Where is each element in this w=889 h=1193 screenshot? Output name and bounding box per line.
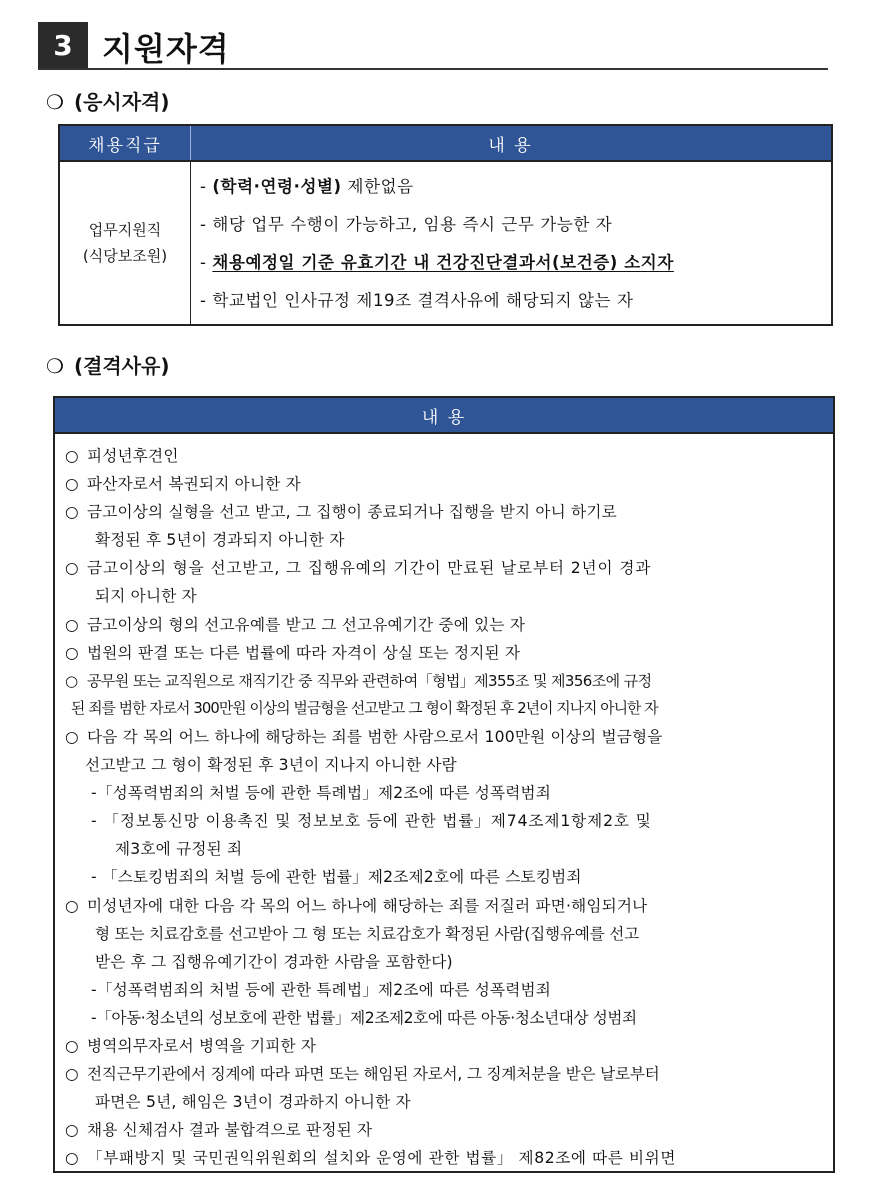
line-prefix: - xyxy=(200,177,213,196)
position-name: 업무지원직 xyxy=(88,221,162,239)
list-item: ○ 공무원 또는 교직원으로 재직기간 중 직무와 관련하여「형법」제355조 및 제356조에 규정 xyxy=(65,667,823,695)
list-item: ○ 금고이상의 실형을 선고 받고, 그 집행이 종료되거나 집행을 받지 아니 하기로 xyxy=(65,498,823,526)
list-item-continuation: 받은 후 그 집행유예기간이 경과한 사람을 포함한다) xyxy=(95,952,453,971)
disqualification-subtitle-text: (결격사유) xyxy=(73,354,170,378)
header-position: 채용직급 xyxy=(60,126,191,160)
list-item: ○ 다음 각 목의 어느 하나에 해당하는 죄를 범한 사람으로서 100만원 이상의 벌금형을 xyxy=(65,723,823,751)
sub-item-continuation: 제3호에 규정된 죄 xyxy=(115,840,243,859)
line-bold: (학력·연령·성별) xyxy=(212,177,342,196)
list-item: ○ 피성년후견인 xyxy=(65,442,823,470)
sub-item: - 「스토킹범죄의 처벌 등에 관한 법률」제2조제2호에 따른 스토킹범죄 xyxy=(91,868,582,887)
list-item: ○ 법원의 판결 또는 다른 법률에 따라 자격이 상실 또는 정지된 자 xyxy=(65,639,823,667)
circle-bullet-icon: ❍ xyxy=(46,90,64,114)
disqualification-table xyxy=(53,396,835,1173)
list-item: ○ 파산자로서 복권되지 아니한 자 xyxy=(65,470,823,498)
qualification-subtitle xyxy=(46,86,170,115)
list-item: ○ 병역의무자로서 병역을 기피한 자 xyxy=(65,1032,823,1060)
list-item: ○ 전직근무기관에서 징계에 따라 파면 또는 해임된 자로서, 그 징계처분을 받은 날로부터 xyxy=(65,1060,823,1088)
list-item-continuation: 형 또는 치료감호를 선고받아 그 형 또는 치료감호가 확정된 사람(집행유예를 선고 xyxy=(95,924,639,943)
position-cell xyxy=(60,162,190,324)
sub-item: -「성폭력범죄의 처벌 등에 관한 특례법」제2조에 따른 성폭력범죄 xyxy=(91,980,552,999)
list-item: ○ 채용 신체검사 결과 불합격으로 판정된 자 xyxy=(65,1116,823,1144)
list-item-continuation: 확정된 후 5년이 경과되지 아니한 자 xyxy=(95,531,345,550)
line-rest: 제한없음 xyxy=(341,177,414,196)
disqualification-table-header: 내 용 xyxy=(55,398,833,434)
section-underline xyxy=(38,68,828,70)
disqualification-list xyxy=(65,442,823,1172)
line-prefix: - xyxy=(200,253,213,272)
qualification-subtitle-text: (응시자격) xyxy=(73,90,170,114)
list-item-continuation: 파면은 5년, 해임은 3년이 경과하지 아니한 자 xyxy=(95,1093,411,1112)
section-title: 지원자격 xyxy=(102,30,230,68)
list-item-continuation: 선고받고 그 형이 확정된 후 3년이 지나지 아니한 사람 xyxy=(85,756,457,775)
header-content: 내 용 xyxy=(488,135,533,156)
qualification-line: - 해당 업무 수행이 가능하고, 임용 즉시 근무 가능한 자 xyxy=(200,215,613,234)
disqualification-subtitle xyxy=(46,350,170,379)
qualification-table-header xyxy=(60,126,831,162)
position-detail: (식당보조원) xyxy=(82,247,168,265)
list-item-continuation: 된 죄를 범한 자로서 300만원 이상의 벌금형을 선고받고 그 형이 확정된 후 2년이 지나지 아니한 자 xyxy=(71,699,658,717)
qualification-content xyxy=(200,172,821,324)
sub-item: - 「정보통신망 이용촉진 및 정보보호 등에 관한 법률」제74조제1항제2호 및 xyxy=(91,812,652,831)
section-heading xyxy=(38,22,828,68)
qualification-line xyxy=(200,172,821,210)
column-divider xyxy=(190,162,191,324)
qualification-line: - 학교법인 인사규정 제19조 결격사유에 해당되지 않는 자 xyxy=(200,291,634,310)
section-number: 3 xyxy=(38,22,88,68)
sub-item: -「성폭력범죄의 처벌 등에 관한 특례법」제2조에 따른 성폭력범죄 xyxy=(91,784,552,803)
list-item: ○ 「부패방지 및 국민권익위원회의 설치와 운영에 관한 법률」 제82조에 따른 비위면 xyxy=(65,1144,823,1172)
qualification-line xyxy=(200,248,821,286)
circle-bullet-icon: ❍ xyxy=(46,354,64,378)
list-item-continuation: 되지 아니한 자 xyxy=(95,587,197,606)
list-item: ○ 금고이상의 형을 선고받고, 그 집행유예의 기간이 만료된 날로부터 2년이 경과 xyxy=(65,554,823,582)
qualification-table xyxy=(58,124,833,326)
line-bold-underlined: 채용예정일 기준 유효기간 내 건강진단결과서(보건증) 소지자 xyxy=(212,253,674,272)
list-item: ○ 금고이상의 형의 선고유예를 받고 그 선고유예기간 중에 있는 자 xyxy=(65,611,823,639)
list-item: ○ 미성년자에 대한 다음 각 목의 어느 하나에 해당하는 죄를 저질러 파면·해임되거나 xyxy=(65,892,823,920)
sub-item: -「아동·청소년의 성보호에 관한 법률」제2조제2호에 따른 아동·청소년대상 성범죄 xyxy=(91,1008,637,1027)
